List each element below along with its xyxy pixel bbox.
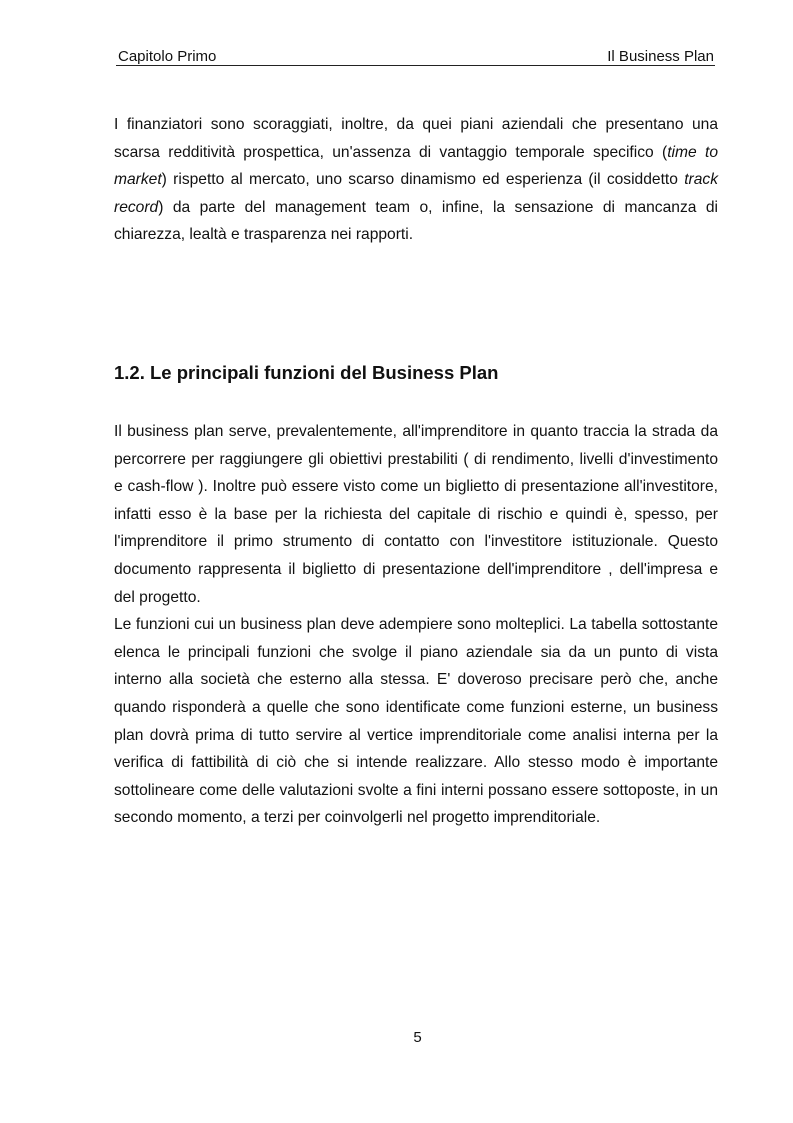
header-title: Il Business Plan bbox=[607, 48, 714, 65]
paragraph1-text-1: I finanziatori sono scoraggiati, inoltre, da quei piani aziendali che presentano una scarsa redditività prospettica, un'assenza di vantaggio temporale specifico ( bbox=[114, 116, 718, 161]
term-time-to-market: time to market bbox=[114, 143, 719, 189]
header-chapter: Capitolo Primo bbox=[118, 48, 217, 65]
running-header bbox=[116, 47, 715, 66]
paragraph-business-plan-functions: Le funzioni cui un business plan deve adempiere sono molteplici. La tabella sottostante elenca le principali funzioni che svolge il piano aziendale sia da un punto di vista interno alla società che esterno alla stessa. E' doveroso precisare però che, anche quando risponderà a quelle che sono identificate come funzioni esterne, un business plan dovrà prima di tutto servire al vertice imprenditoriale come analisi interna per la verifica di fattibilità di ciò che si intende realizzare. Allo stesso modo è importante sottolineare come delle valutazioni svolte a fini interni possano essere sottoposte, in un secondo momento, a terzi per coinvolgerli nel progetto imprenditoriale. bbox=[114, 616, 718, 827]
page-number: 5 bbox=[413, 1029, 422, 1046]
section-body bbox=[114, 418, 718, 832]
paragraph-business-plan-purpose: Il business plan serve, prevalentemente, all'imprenditore in quanto traccia la strada da percorrere per raggiungere gli obiettivi prestabiliti ( di rendimento, livelli d'investimento e cash-flow ). Inoltre può essere visto come un biglietto di presentazione all'investitore, infatti esso è la base per la richiesta del capitale di rischio e quindi è, spesso, per l'imprenditore il primo strumento di contatto con l'investitore istituzionale. Questo documento rappresenta il biglietto di presentazione dell'imprenditore , dell'impresa e del progetto. bbox=[114, 423, 718, 606]
paragraph-financiers bbox=[114, 111, 718, 249]
paragraph1-text-2: ) rispetto al mercato, uno scarso dinamismo ed esperienza (il cosiddetto bbox=[161, 171, 685, 189]
term-track-record: track record bbox=[114, 171, 718, 216]
section-heading: 1.2. Le principali funzioni del Business Plan bbox=[114, 362, 499, 383]
paragraph1-text-3: ) da parte del management team o, infine, la sensazione di mancanza di chiarezza, lealtà e trasparenza nei rapporti. bbox=[114, 198, 718, 244]
